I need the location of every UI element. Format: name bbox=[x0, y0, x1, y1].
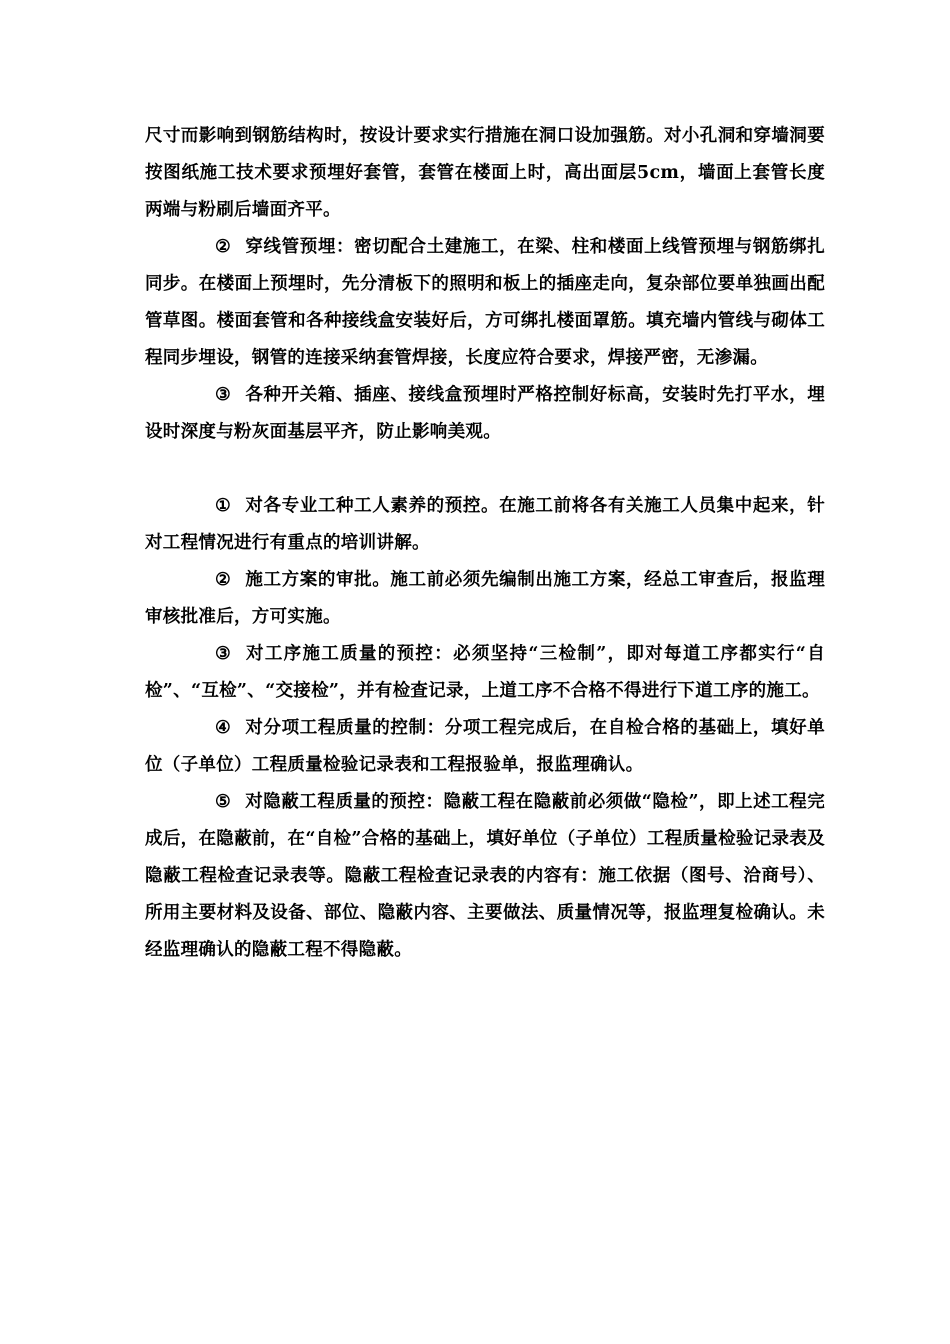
document-body bbox=[145, 118, 825, 969]
paragraph-plan-approval bbox=[145, 562, 825, 636]
paragraph-text: 对分项工程质量的控制：分项工程完成后，在自检合格的基础上，填好单位（子单位）工程质量检验记录表和工程报验单，报监理确认。 bbox=[145, 718, 825, 775]
paragraph-text: 对工序施工质量的预控：必须坚持“三检制”，即对每道工序都实行“自检”、“互检”、“交接检”，并有检查记录，上道工序不合格不得进行下道工序的施工。 bbox=[145, 644, 825, 701]
paragraph-worker-quality bbox=[145, 488, 825, 562]
paragraph-process-quality bbox=[145, 636, 825, 710]
paragraph-conduit-embedding bbox=[145, 229, 825, 377]
paragraph-text: 穿线管预埋：密切配合土建施工，在梁、柱和楼面上线管预埋与钢筋绑扎同步。在楼面上预埋时，先分清板下的照明和板上的插座走向，复杂部位要单独画出配管草图。楼面套管和各种接线盒安装好后，方可绑扎楼面罩筋。填充墙内管线与砌体工程同步埋设，钢管的连接采纳套管焊接，长度应符合要求，焊接严密，无渗漏。 bbox=[145, 237, 825, 368]
item-marker: ② bbox=[215, 237, 231, 257]
item-marker: ③ bbox=[215, 385, 231, 405]
paragraph-text: 施工方案的审批。施工前必须先编制出施工方案，经总工审查后，报监理审核批准后，方可实施。 bbox=[145, 570, 825, 627]
blank-line bbox=[145, 451, 825, 488]
paragraph-text: 对各专业工种工人素养的预控。在施工前将各有关施工人员集中起来，针对工程情况进行有重点的培训讲解。 bbox=[145, 496, 825, 553]
item-marker: ⑤ bbox=[215, 792, 231, 812]
paragraph-text: 对隐蔽工程质量的预控：隐蔽工程在隐蔽前必须做“隐检”，即上述工程完成后，在隐蔽前，在“自检”合格的基础上，填好单位（子单位）工程质量检验记录表及隐蔽工程检查记录表等。隐蔽工程检查记录表的内容有：施工依据（图号、洽商号）、所用主要材料及设备、部位、隐蔽内容、主要做法、质量情况等，报监理复检确认。未经监理确认的隐蔽工程不得隐蔽。 bbox=[145, 792, 825, 960]
paragraph-concealed-work bbox=[145, 784, 825, 969]
paragraph-text: 尺寸而影响到钢筋结构时，按设计要求实行措施在洞口设加强筋。对小孔洞和穿墙洞要按图纸施工技术要求预埋好套管，套管在楼面上时，高出面层5cm，墙面上套管长度两端与粉刷后墙面齐平。 bbox=[145, 126, 825, 220]
item-marker: ④ bbox=[215, 718, 231, 738]
item-marker: ② bbox=[215, 570, 231, 590]
paragraph-text: 各种开关箱、插座、接线盒预埋时严格控制好标高，安装时先打平水，埋设时深度与粉灰面基层平齐，防止影响美观。 bbox=[145, 385, 825, 442]
paragraph-box-embedding bbox=[145, 377, 825, 451]
item-marker: ③ bbox=[215, 644, 231, 664]
item-marker: ① bbox=[215, 496, 231, 516]
paragraph-continuation bbox=[145, 118, 825, 229]
paragraph-subitem-quality bbox=[145, 710, 825, 784]
